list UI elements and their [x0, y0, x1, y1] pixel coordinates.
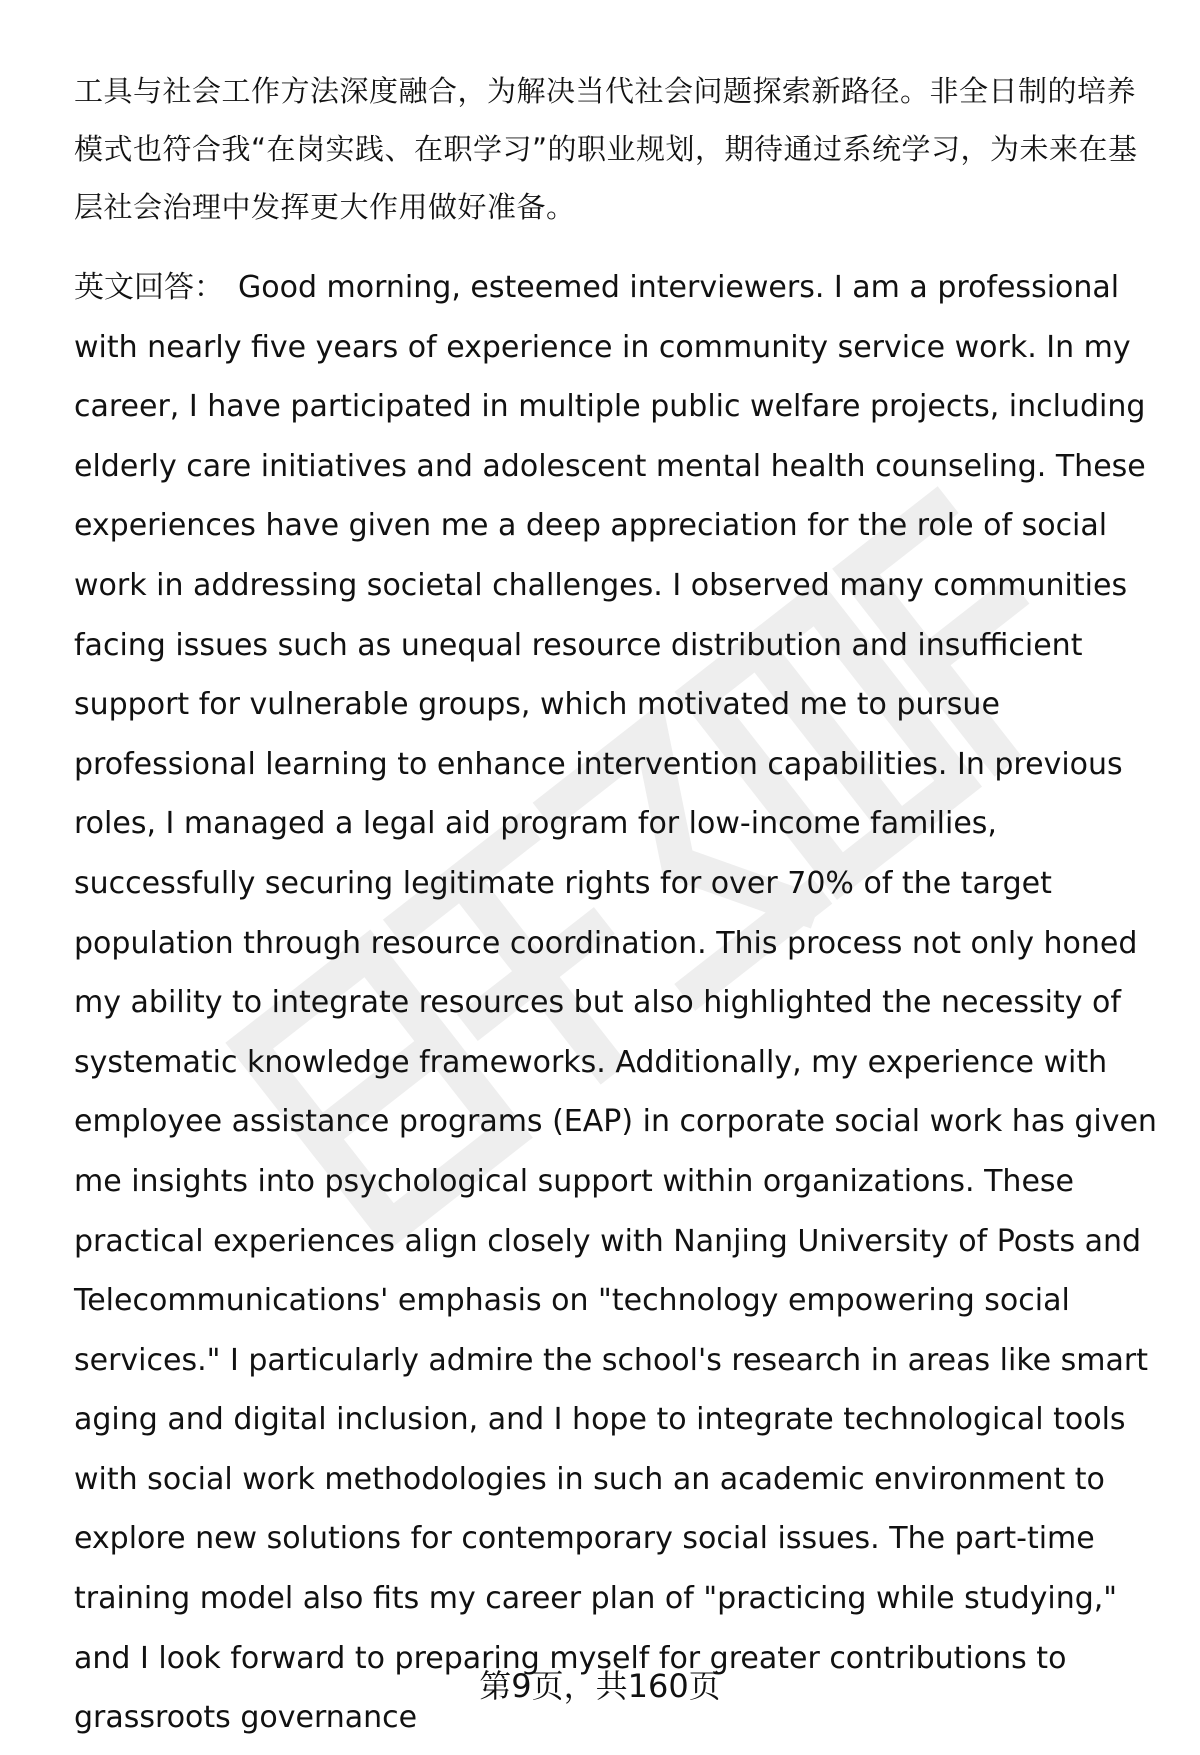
english-answer-text: Good morning, esteemed interviewers. I am a professional with nearly five years of experience in community service work. In my career, I have participated in multiple public welfare projects, including elderly care initiatives and adolescent mental health counseling. These experiences have given me a deep appreciation for the role of social work in addressing societal challenges. I observed many communities facing issues such as unequal resource distribution and insufficient support for vulnerable groups, which motivated me to pursue professional learning to enhance intervention capabilities. In previous roles, I managed a legal aid program for low-income families, successfully securing legitimate rights for over 70% of the target population through resource coordination. This process not only honed my ability to integrate resources but also highlighted the necessity of systematic knowledge frameworks. Additionally, my experience with employee assistance programs (EAP) in corporate social work has given me insights into psychological support within organizations. These practical experiences align closely with Nanjing University of Posts and Telecommunications' emphasis on "technology empowering social services." I particularly admire the school's research in areas like smart aging and digital inclusion, and I hope to integrate technological tools with social work methodologies in such an academic environment to explore new solutions for contemporary social issues. The part-time training model also fits my career plan of "practicing while studying," and I look forward to preparing myself for greater contributions to grassroots governance — [74, 270, 1157, 1736]
page-number: 第9页，共160页 — [479, 1667, 721, 1705]
document-body — [74, 62, 1157, 1748]
english-answer-label: 英文回答： — [74, 270, 224, 305]
english-answer-paragraph — [74, 258, 1164, 1748]
chinese-paragraph: 工具与社会工作方法深度融合，为解决当代社会问题探索新路径。非全日制的培养模式也符合我“在岗实践、在职学习”的职业规划，期待通过系统学习，为未来在基层社会治理中发挥更大作用做好准备。 — [74, 74, 1138, 224]
